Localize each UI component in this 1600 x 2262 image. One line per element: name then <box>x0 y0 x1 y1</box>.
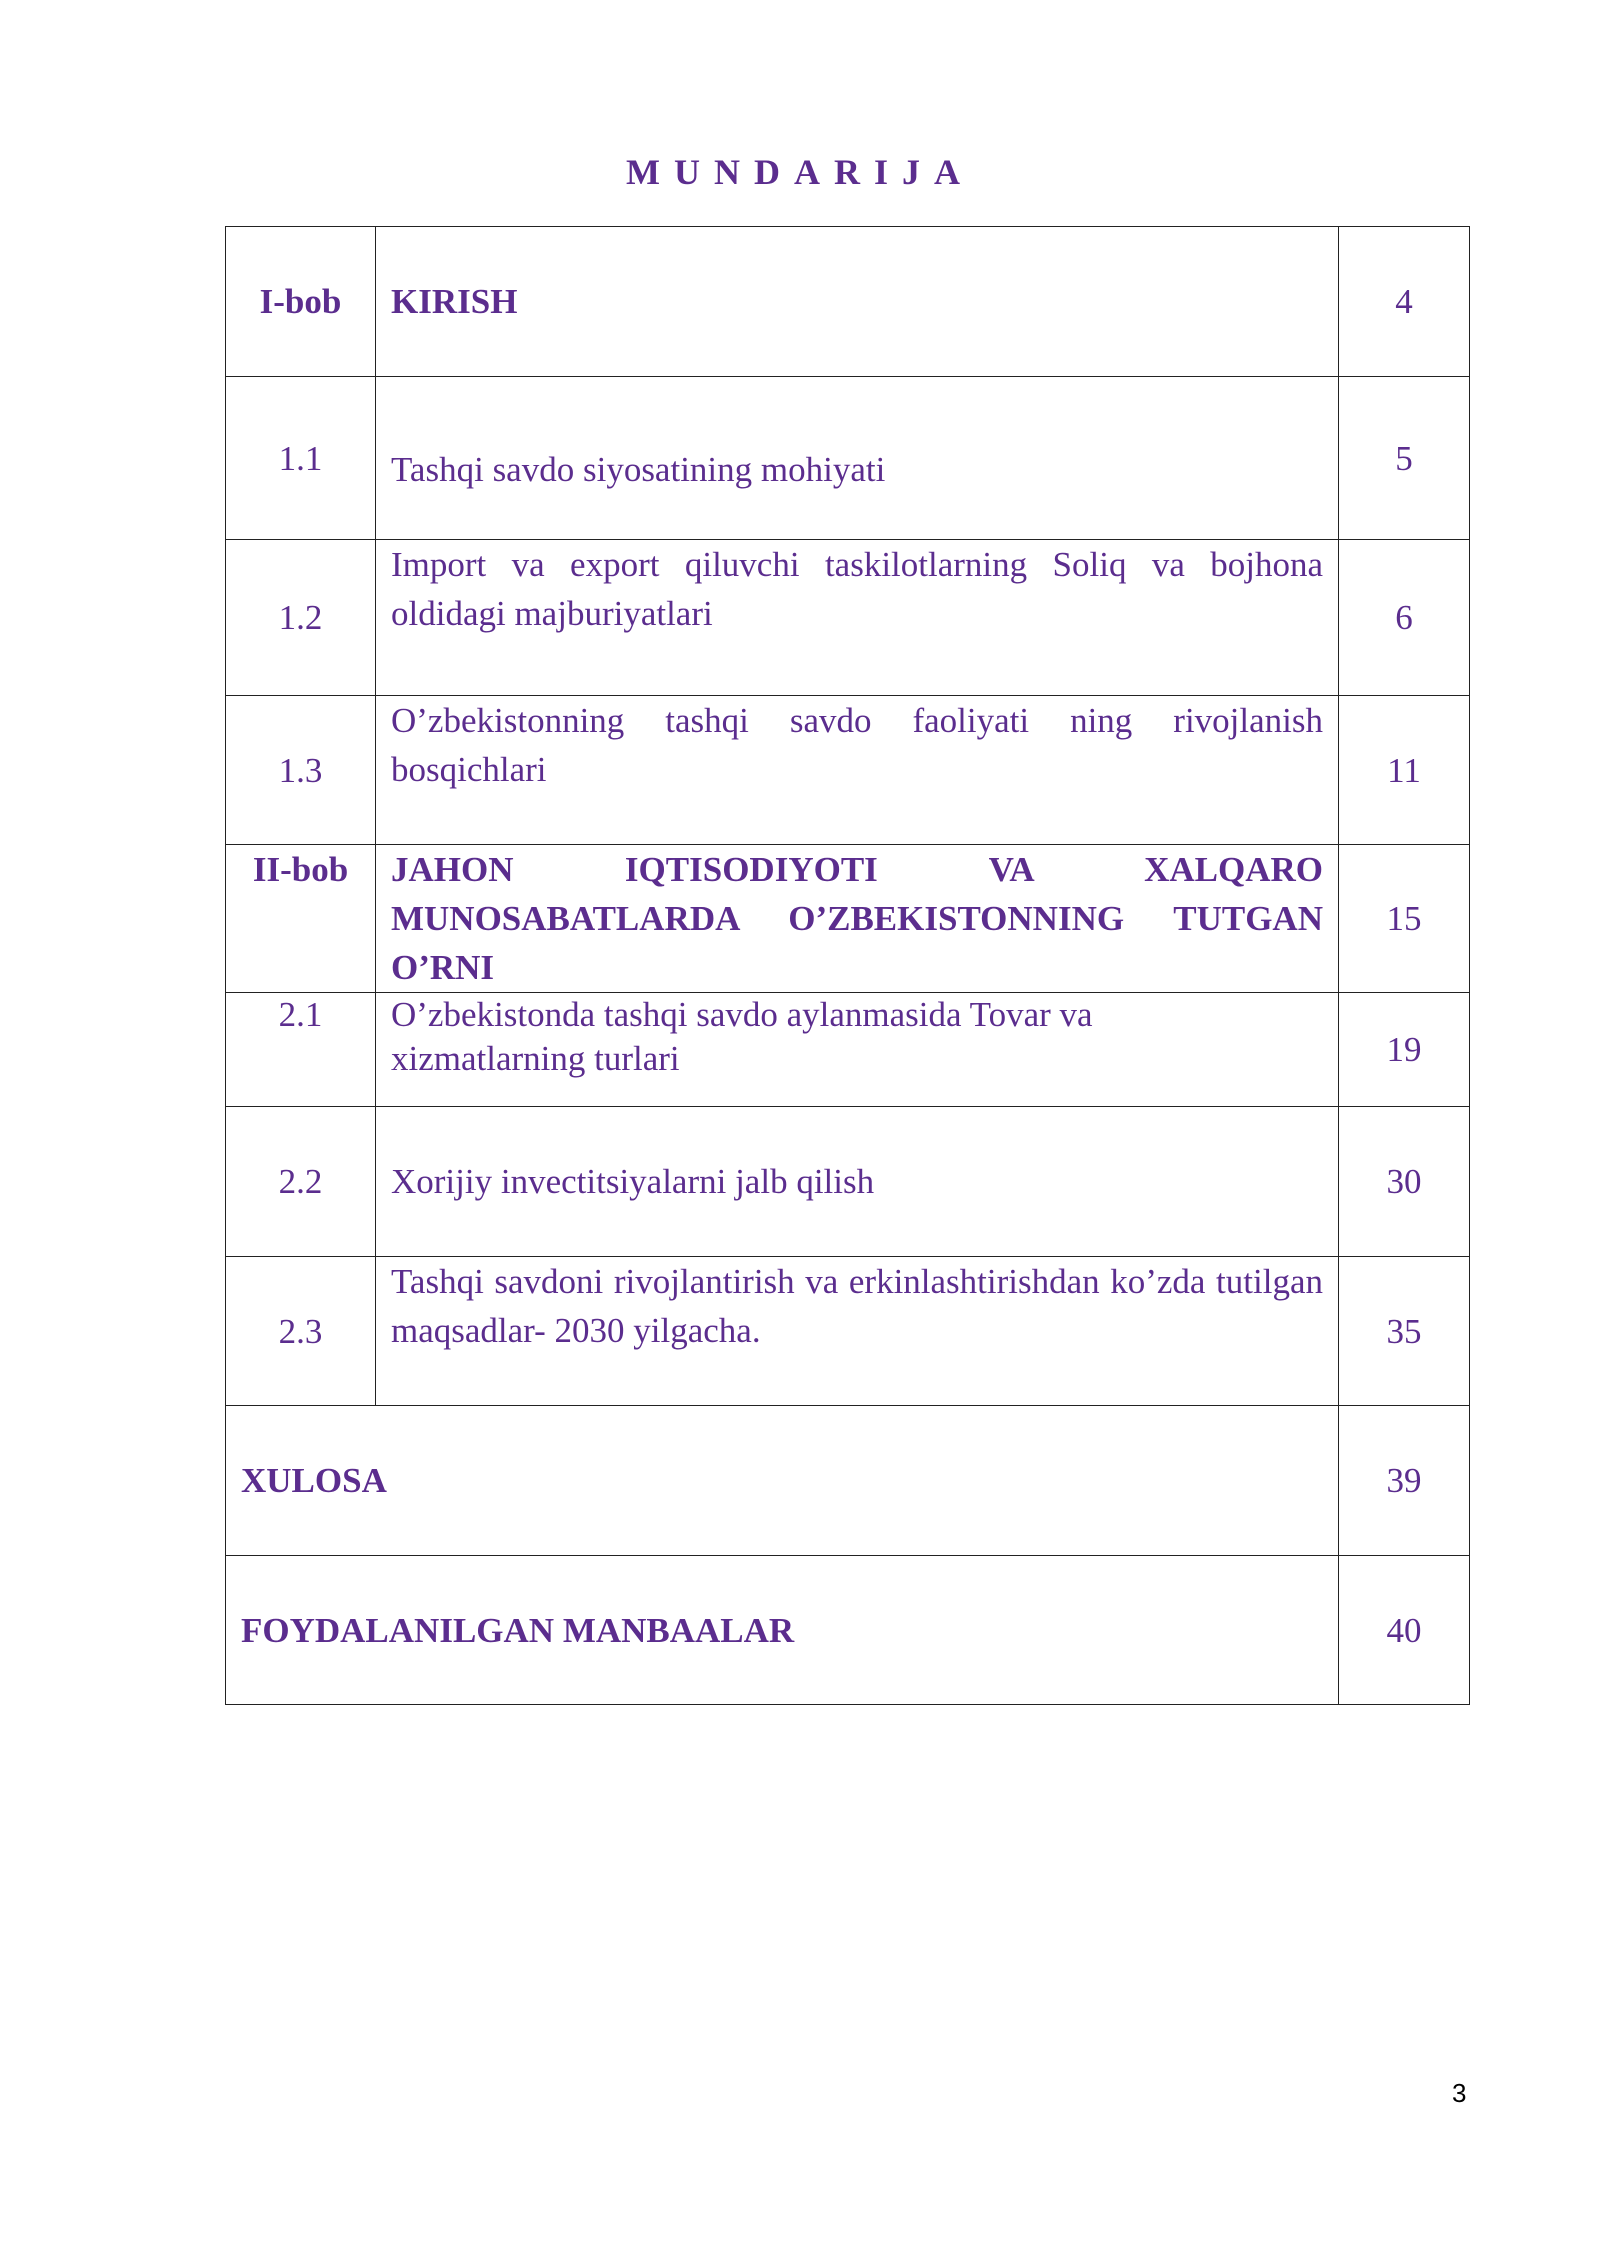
chapter-number: II-bob <box>226 845 376 993</box>
section-title: Xorijiy invectitsiyalarni jalb qilish <box>376 1107 1339 1257</box>
toc-row-2-3[interactable] <box>226 1257 1470 1406</box>
page-ref: 19 <box>1339 993 1470 1107</box>
page-number: 3 <box>1452 2078 1467 2108</box>
toc-row-1-3[interactable] <box>226 696 1470 845</box>
references-title: FOYDALANILGAN MANBAALAR <box>226 1556 1339 1705</box>
table-of-contents <box>225 226 1470 1705</box>
page-ref: 30 <box>1339 1107 1470 1257</box>
chapter-title: JAHON IQTISODIYOTI VA XALQARO MUNOSABATLARDA O’ZBEKISTONNING TUTGAN O’RNI <box>376 845 1339 993</box>
section-number: 1.1 <box>226 377 376 540</box>
page-ref: 11 <box>1339 696 1470 845</box>
toc-row-chapter-2[interactable] <box>226 845 1470 993</box>
chapter-title: KIRISH <box>376 227 1339 377</box>
section-number: 1.3 <box>226 696 376 845</box>
section-title: Import va export qiluvchi taskilotlarning Soliq va bojhona oldidagi majburiyatlari <box>376 540 1339 696</box>
page-ref: 5 <box>1339 377 1470 540</box>
page-ref: 6 <box>1339 540 1470 696</box>
page-ref: 40 <box>1339 1556 1470 1705</box>
page-ref: 4 <box>1339 227 1470 377</box>
section-number: 1.2 <box>226 540 376 696</box>
section-title: Tashqi savdo siyosatining mohiyati <box>376 377 1339 540</box>
section-number: 2.3 <box>226 1257 376 1406</box>
page-ref: 39 <box>1339 1406 1470 1556</box>
toc-row-1-1[interactable] <box>226 377 1470 540</box>
toc-row-1-2[interactable] <box>226 540 1470 696</box>
toc-row-2-1[interactable] <box>226 993 1470 1107</box>
section-title: O’zbekistonda tashqi savdo aylanmasida Tovar va xizmatlarning turlari <box>376 993 1339 1107</box>
page-ref: 35 <box>1339 1257 1470 1406</box>
section-number: 2.1 <box>226 993 376 1107</box>
section-title: O’zbekistonning tashqi savdo faoliyati ning rivojlanish bosqichlari <box>376 696 1339 845</box>
section-number: 2.2 <box>226 1107 376 1257</box>
chapter-number: I-bob <box>226 227 376 377</box>
page-title: MUNDARIJA <box>626 152 974 192</box>
toc-row-conclusion[interactable] <box>226 1406 1470 1556</box>
conclusion-title: XULOSA <box>226 1406 1339 1556</box>
toc-row-chapter-1[interactable] <box>226 227 1470 377</box>
section-title: Tashqi savdoni rivojlantirish va erkinlashtirishdan ko’zda tutilgan maqsadlar- 2030 yilgacha. <box>376 1257 1339 1406</box>
toc-row-2-2[interactable] <box>226 1107 1470 1257</box>
page-ref: 15 <box>1339 845 1470 993</box>
toc-row-references[interactable] <box>226 1556 1470 1705</box>
